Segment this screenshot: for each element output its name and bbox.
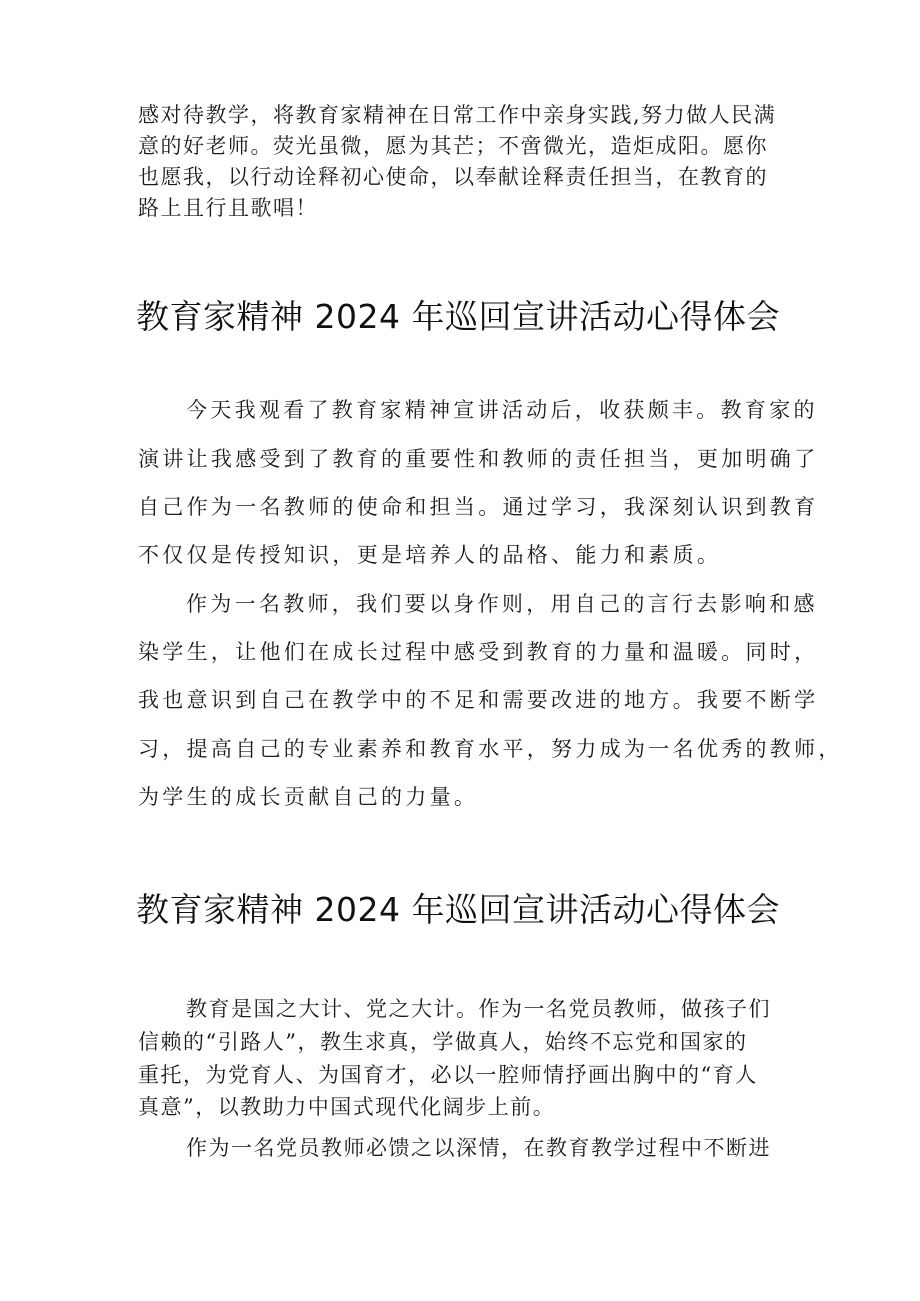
paragraph-line: 染学生，让他们在成长过程中感受到教育的力量和温暖。同时， (138, 640, 819, 664)
paragraph-line: 为学生的成长贡献自己的力量。 (138, 785, 479, 809)
paragraph-line: 信赖的“引路人”，教生求真，学做真人，始终不忘党和国家的 (138, 1030, 748, 1054)
paragraph-line: 教育是国之大计、党之大计。作为一名党员教师，做孩子们 (186, 997, 771, 1021)
paragraph-line: 作为一名党员教师必馈之以深情，在教育教学过程中不断进 (186, 1136, 771, 1160)
paragraph-line: 我也意识到自己在教学中的不足和需要改进的地方。我要不断学 (138, 688, 819, 712)
paragraph-line: 感对待教学，将教育家精神在日常工作中亲身实践,努力做人民满 (138, 103, 777, 127)
paragraph-line: 重托，为党育人、为国育才，必以一腔师情抒画出胸中的“育人 (138, 1063, 758, 1087)
paragraph-line: 演讲让我感受到了教育的重要性和教师的责任担当，更加明确了 (138, 447, 819, 471)
paragraph-line: 路上且行且歌唱！ (138, 196, 318, 220)
paragraph-line: 不仅仅是传授知识，更是培养人的品格、能力和素质。 (138, 543, 722, 567)
paragraph-line: 真意”，以教助力中国式现代化阔步上前。 (138, 1095, 556, 1119)
paragraph-line: 今天我观看了教育家精神宣讲活动后，收获颇丰。教育家的 (186, 398, 818, 422)
paragraph-line: 自己作为一名教师的使命和担当。通过学习，我深刻认识到教育 (138, 495, 819, 519)
section-heading: 教育家精神 2024 年巡回宣讲活动心得体会 (136, 890, 780, 929)
paragraph-line: 习，提高自己的专业素养和教育水平，努力成为一名优秀的教师， (138, 737, 843, 761)
paragraph-line: 也愿我，以行动诠释初心使命，以奉献诠释责任担当，在教育的 (138, 165, 768, 189)
section-heading: 教育家精神 2024 年巡回宣讲活动心得体会 (136, 297, 780, 336)
paragraph-line: 作为一名教师，我们要以身作则，用自己的言行去影响和感 (186, 592, 818, 616)
paragraph-line: 意的好老师。荧光虽微，愿为其芒；不啻微光，造炬成阳。愿你 (138, 134, 768, 158)
